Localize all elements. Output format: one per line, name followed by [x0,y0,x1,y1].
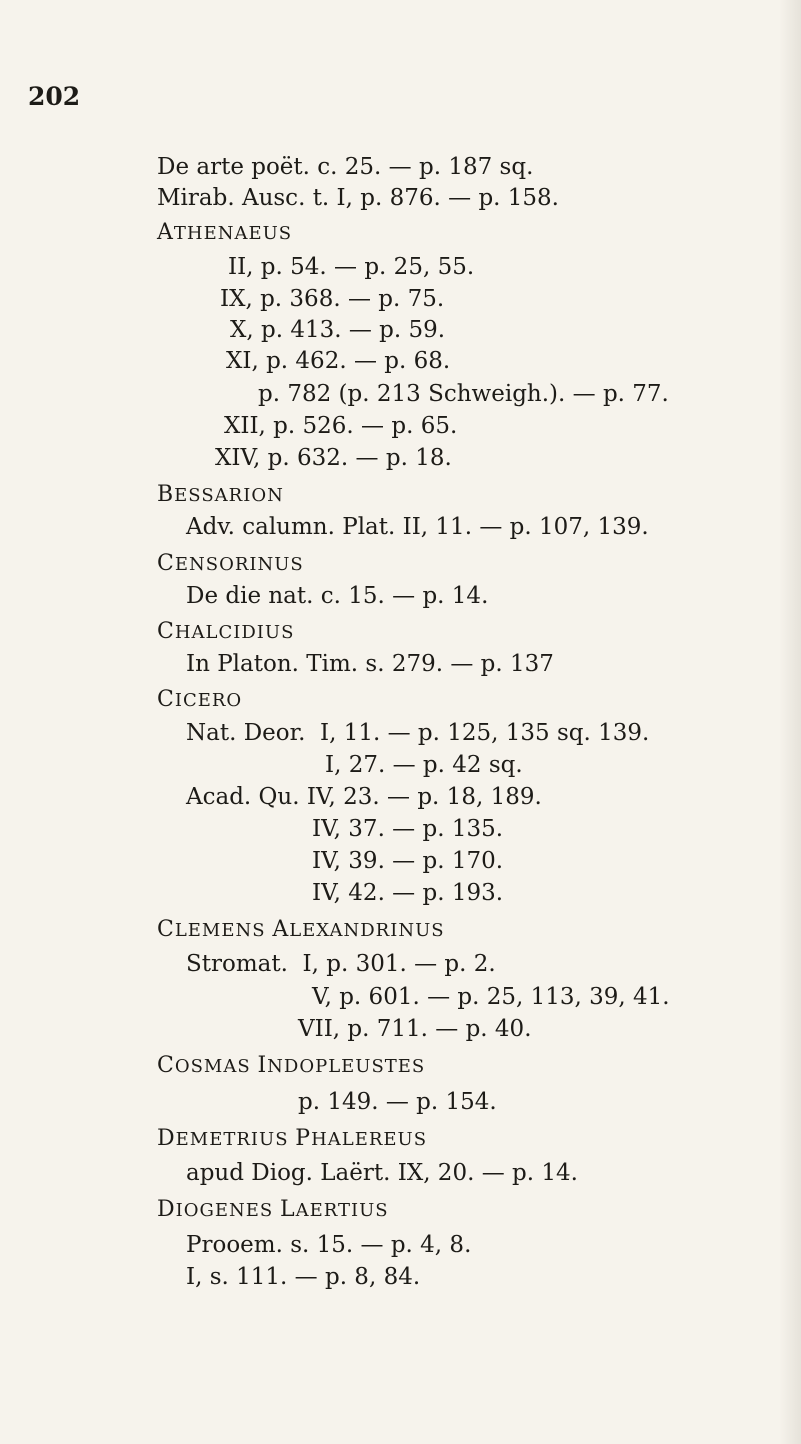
citation-line: XIV, p. 632. — p. 18. [215,445,452,471]
citation-line: XI, p. 462. — p. 68. [226,348,451,374]
citation-line: Acad. Qu. IV, 23. — p. 18, 189. [186,784,542,810]
citation-line: Prooem. s. 15. — p. 4, 8. [186,1232,472,1258]
citation-line: I, 27. — p. 42 sq. [325,752,523,778]
citation-line: Mirab. Ausc. t. I, p. 876. — p. 158. [157,185,559,211]
citation-line: XII, p. 526. — p. 65. [224,413,458,439]
author-heading: CENSORINUS [157,551,304,576]
citation-line: Adv. calumn. Plat. II, 11. — p. 107, 139. [186,514,649,540]
citation-line: p. 782 (p. 213 Schweigh.). — p. 77. [258,381,669,407]
citation-line: p. 149. — p. 154. [298,1089,497,1115]
author-heading: CLEMENS ALEXANDRINUS [157,917,445,942]
citation-line: De die nat. c. 15. — p. 14. [186,583,489,609]
citation-line: II, p. 54. — p. 25, 55. [228,254,475,280]
citation-line: IV, 42. — p. 193. [312,880,504,906]
citation-line: De arte poët. c. 25. — p. 187 sq. [157,154,534,180]
author-heading: ATHENAEUS [157,220,293,245]
citation-line: Stromat. I, p. 301. — p. 2. [186,951,496,977]
citation-line: Nat. Deor. I, 11. — p. 125, 135 sq. 139. [186,720,650,746]
citation-line: VII, p. 711. — p. 40. [298,1016,532,1042]
author-heading: CICERO [157,687,243,712]
citation-line: IV, 37. — p. 135. [312,816,504,842]
author-heading: CHALCIDIUS [157,619,295,644]
citation-line: In Platon. Tim. s. 279. — p. 137 [186,651,554,677]
author-heading: COSMAS INDOPLEUSTES [157,1053,426,1078]
page-number: 202 [28,82,81,111]
citation-line: IX, p. 368. — p. 75. [220,286,445,312]
citation-line: IV, 39. — p. 170. [312,848,504,874]
author-heading: DEMETRIUS PHALEREUS [157,1126,428,1151]
citation-line: apud Diog. Laërt. IX, 20. — p. 14. [186,1160,578,1186]
citation-line: V, p. 601. — p. 25, 113, 39, 41. [312,984,670,1010]
citation-line: X, p. 413. — p. 59. [230,317,446,343]
page-edge-shadow [779,0,801,1444]
author-heading: DIOGENES LAERTIUS [157,1197,389,1222]
citation-line: I, s. 111. — p. 8, 84. [186,1264,421,1290]
author-heading: BESSARION [157,482,284,507]
